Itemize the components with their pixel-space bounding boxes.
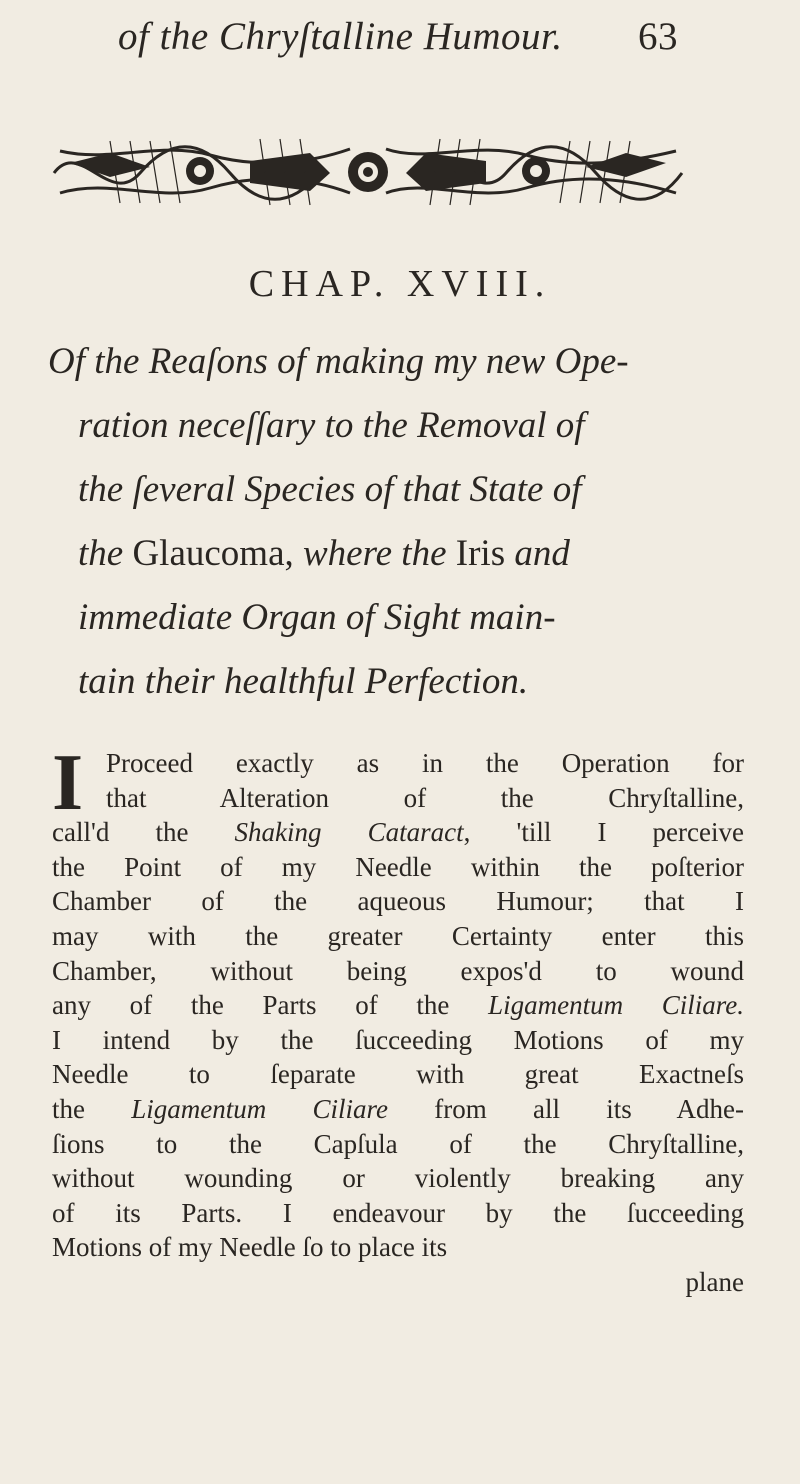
body-line: ſions to the Capſula of the Chryſtalline, xyxy=(52,1128,744,1159)
chapter-title-line xyxy=(48,522,748,586)
italic-term: Shaking Cataract xyxy=(234,817,464,848)
drop-cap: I xyxy=(52,739,84,827)
body-line: Needle to ſeparate with great Exactneſs xyxy=(52,1059,744,1090)
body-line: Chamber, without being expos'd to wound xyxy=(52,955,744,986)
body-line: call'd the Shaking Cataract, 'till I perceive xyxy=(52,817,744,848)
body-line: that Alteration of the Chryſtalline, xyxy=(106,782,744,813)
running-head-title: of the Chryſtalline Humour. xyxy=(118,15,563,58)
headpiece-ornament xyxy=(50,133,686,211)
chapter-title xyxy=(48,330,748,714)
title-fragment: the xyxy=(78,533,133,574)
title-fragment: and xyxy=(505,533,570,574)
body-line: may with the greater Certainty enter this xyxy=(52,920,744,951)
chapter-title-line: tain their healthful Perfection. xyxy=(78,661,529,702)
page-number: 63 xyxy=(638,15,678,58)
chapter-title-line: ration neceſſary to the Removal of xyxy=(78,405,585,446)
chapter-title-line: the ſeveral Species of that State of xyxy=(78,469,582,510)
body-line: I intend by the ſucceeding Motions of my xyxy=(52,1024,744,1055)
body-text xyxy=(52,739,745,1300)
italic-term: Ligamentum Ciliare. xyxy=(488,990,745,1021)
body-line: plane xyxy=(685,1266,744,1297)
running-head xyxy=(118,14,678,59)
body-line: the Ligamentum Ciliare from all its Adhe- xyxy=(52,1093,744,1124)
body-line: Proceed exactly as in the Operation for xyxy=(106,748,744,778)
title-fragment: where the xyxy=(293,533,456,574)
body-line: Motions of my Needle ſo to place its xyxy=(52,1232,448,1263)
chapter-title-line: immediate Organ of Sight main- xyxy=(78,597,556,638)
body-line: of its Parts. I endeavour by the ſucceeding xyxy=(52,1197,744,1228)
title-term-glaucoma: Glaucoma, xyxy=(132,533,294,574)
italic-term: Ligamentum Ciliare xyxy=(131,1093,389,1124)
chapter-heading: CHAP. XVIII. xyxy=(248,263,552,305)
body-line: any of the Parts of the Ligamentum Ciliare. xyxy=(52,990,745,1021)
body-line: the Point of my Needle within the poſterior xyxy=(52,851,744,882)
body-line: Chamber of the aqueous Humour; that I xyxy=(52,886,744,917)
chapter-title-line: Of the Reaſons of making my new Ope- xyxy=(48,341,629,382)
title-term-iris: Iris xyxy=(455,533,506,574)
body-line: without wounding or violently breaking any xyxy=(52,1163,744,1194)
